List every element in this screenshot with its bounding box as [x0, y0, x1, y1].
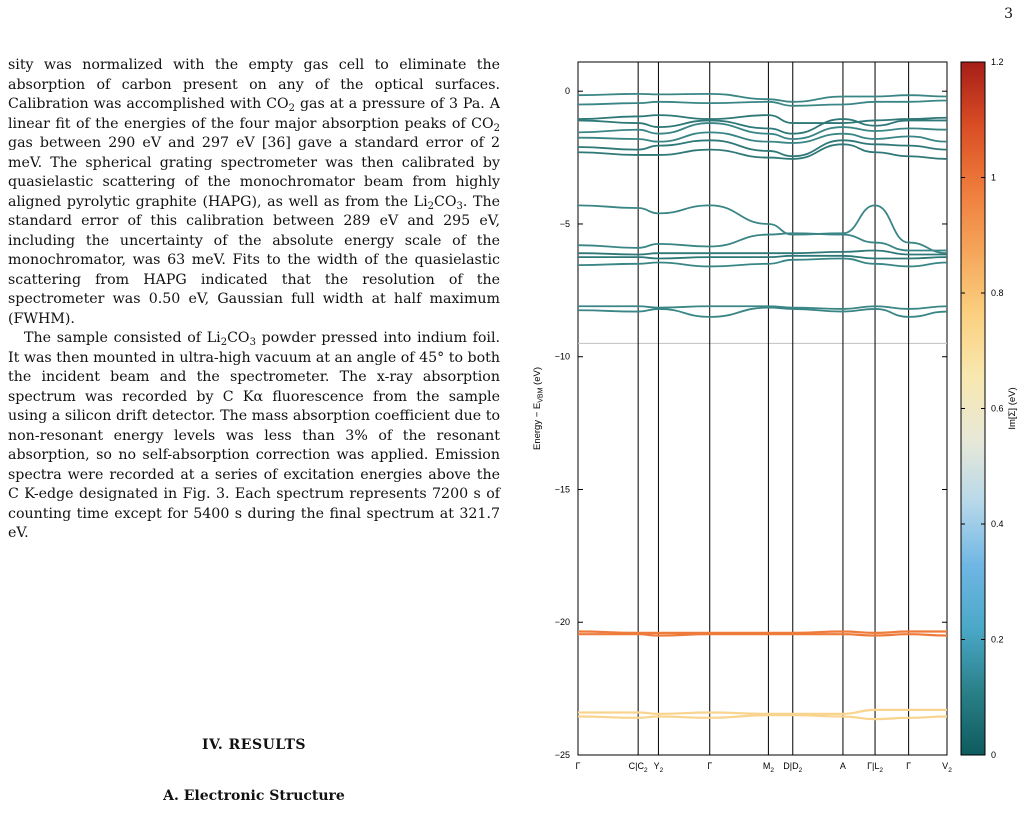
colorbar-tick-label: 0 — [991, 750, 997, 760]
band-line — [578, 123, 947, 139]
y-tick-label: −10 — [554, 351, 570, 362]
band-line — [578, 251, 947, 255]
band-line — [578, 308, 947, 317]
x-tick-label: $\Gamma|L_2$ — [867, 761, 884, 774]
x-tick-label: Γ — [707, 761, 713, 771]
colorbar — [961, 57, 1018, 760]
x-tick-label: Γ — [575, 761, 581, 771]
band-line — [578, 101, 947, 106]
x-tick-label: A — [839, 761, 846, 771]
page-number: 3 — [1004, 6, 1013, 22]
colorbar-tick-label: 0.8 — [991, 288, 1004, 298]
band-line — [578, 632, 947, 633]
colorbar-tick-label: 0.2 — [991, 634, 1004, 645]
colorbar-tick-label: 1.2 — [991, 57, 1004, 67]
paragraph-calibration: sity was normalized with the empty gas cell to eliminate the absorption of carbon present on any of the optical surfaces. Calibration was accomplished with $CO_2$ gas at a pressure of 3 Pa. A linear fit of the energies of the four major absorption peaks of $CO_2$ gas between 290 eV and 297 eV [36] gave a standard error of 2 meV. The spherical grating spectrometer was then calibrated by quasielastic scattering of the monochromator beam from highly aligned pyrolytic graphite (HAPG), as well as from the $Li_2CO_3$. The standard error of this calibration between 289 eV and 295 eV, including the uncertainty of the absolute energy scale of the monochromator, was 63 meV. Fits to the width of the quasielastic scattering from HAPG indicated that the resolution of the spectrometer was 0.50 eV, Gaussian full width at half maximum (FWHM). — [8, 57, 500, 327]
band-line — [578, 94, 947, 102]
band-line — [578, 715, 947, 719]
body-text — [8, 56, 500, 544]
band-line — [578, 256, 947, 259]
colorbar-label: Im[Σ] (eV) — [1007, 387, 1018, 430]
x-tick-label: $D|D_2$ — [783, 761, 803, 774]
x-tick-label: $Y_2$ — [653, 761, 664, 774]
section-heading: IV. RESULTS — [201, 737, 307, 753]
x-tick-label: Γ — [906, 761, 912, 771]
band-line — [578, 710, 947, 714]
plot-frame — [578, 62, 947, 755]
colorbar-tick-label: 1 — [991, 172, 997, 183]
x-tick-label: $M_2$ — [762, 761, 774, 774]
band-line — [578, 233, 947, 250]
y-tick-label: −25 — [554, 750, 570, 760]
plot-area — [532, 62, 952, 774]
band-line — [578, 119, 947, 134]
subsection-heading: A. Electronic Structure — [163, 788, 345, 804]
band-structure-figure — [520, 40, 1020, 780]
colorbar-tick-label: 0.4 — [991, 519, 1004, 529]
y-tick-label: −20 — [554, 617, 570, 628]
x-tick-label: $C|C_2$ — [628, 761, 648, 774]
band-line — [578, 258, 947, 266]
y-tick-label: 0 — [564, 86, 570, 97]
band-line — [578, 115, 947, 123]
paragraph-sample: The sample consisted of $Li_2CO_3$ powder pressed into indium foil. It was then mounted in ultra-high vacuum at an angle of 45° to both the incident beam and the spectrometer. The x-ray absorption spectrum was recorded by C Kα fluorescence from the sample using a silicon drift detector. The mass absorption coefficient due to non-resonant energy levels was less than 3% of the resonant absorption, so no self-absorption correction was applied. Emission spectra were recorded at a series of excitation energies above the C K-edge designated in Fig. 3. Each spectrum represents 7200 s of counting time except for 5400 s during the final spectrum at 321.7 eV. — [8, 330, 500, 541]
y-axis-label: Energy − $E_{VBM}$ (eV) — [532, 366, 545, 451]
y-tick-label: −15 — [554, 484, 570, 495]
x-tick-label: $V_2$ — [942, 761, 952, 774]
colorbar-tick-label: 0.6 — [991, 403, 1004, 414]
band-line — [578, 634, 947, 635]
y-tick-label: −5 — [559, 218, 570, 229]
